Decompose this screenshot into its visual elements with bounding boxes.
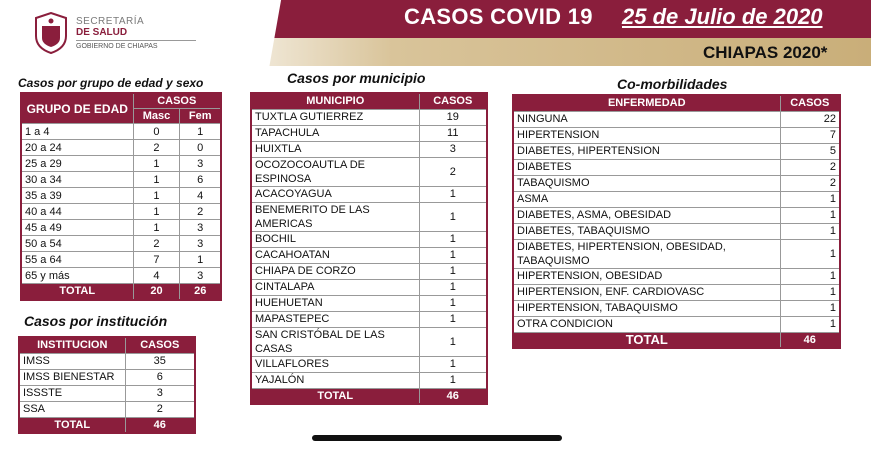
municipality-name-cell: CACAHOATAN <box>251 247 419 263</box>
col-header-cases: CASOS <box>419 93 487 109</box>
table-row <box>251 141 487 157</box>
masc-cases-cell: 7 <box>133 252 180 268</box>
cases-cell: 2 <box>125 401 195 417</box>
institution-total-row <box>19 417 195 433</box>
masc-cases-cell: 1 <box>133 172 180 188</box>
cases-cell: 3 <box>419 141 487 157</box>
table-row <box>21 124 221 140</box>
total-label: TOTAL <box>21 284 133 300</box>
table-row <box>251 372 487 388</box>
coat-of-arms-icon <box>34 12 68 54</box>
page-title: CASOS COVID 19 <box>404 4 593 29</box>
disease-name-cell: NINGUNA <box>513 111 780 127</box>
table-row <box>21 188 221 204</box>
table-row <box>19 385 195 401</box>
cases-cell: 3 <box>125 385 195 401</box>
institution-title: Casos por institución <box>24 313 168 329</box>
municipality-name-cell: VILLAFLORES <box>251 356 419 372</box>
fem-cases-cell: 2 <box>180 204 221 220</box>
cases-cell: 1 <box>419 279 487 295</box>
table-row <box>513 268 840 284</box>
table-row <box>251 109 487 125</box>
disease-name-cell: ASMA <box>513 191 780 207</box>
table-row <box>21 268 221 284</box>
total-label: TOTAL <box>251 388 419 404</box>
cases-cell: 1 <box>419 186 487 202</box>
disease-name-cell: DIABETES, TABAQUISMO <box>513 223 780 239</box>
table-row <box>513 127 840 143</box>
table-row <box>513 207 840 223</box>
cases-cell: 1 <box>419 231 487 247</box>
comorbidities-table <box>512 94 841 349</box>
comorbidities-title: Co-morbilidades <box>617 76 728 92</box>
table-row <box>251 327 487 356</box>
disease-name-cell: TABAQUISMO <box>513 175 780 191</box>
municipality-table <box>250 92 488 405</box>
disease-name-cell: DIABETES, HIPERTENSION, OBESIDAD, TABAQUISMO <box>513 239 780 268</box>
table-row <box>21 140 221 156</box>
disease-name-cell: DIABETES, HIPERTENSION <box>513 143 780 159</box>
cases-cell: 2 <box>780 159 840 175</box>
table-row <box>251 202 487 231</box>
table-row <box>513 239 840 268</box>
cases-cell: 1 <box>780 284 840 300</box>
col-header-municipality: MUNICIPIO <box>251 93 419 109</box>
col-header-cases: CASOS <box>133 93 221 109</box>
age-group-cell: 40 a 44 <box>21 204 133 220</box>
masc-cases-cell: 1 <box>133 156 180 172</box>
age-group-cell: 65 y más <box>21 268 133 284</box>
institution-name-cell: ISSSTE <box>19 385 125 401</box>
cases-cell: 2 <box>419 157 487 186</box>
municipality-name-cell: YAJALÓN <box>251 372 419 388</box>
cases-cell: 1 <box>419 202 487 231</box>
age-group-cell: 50 a 54 <box>21 236 133 252</box>
col-header-cases: CASOS <box>780 95 840 111</box>
cases-cell: 1 <box>419 356 487 372</box>
age-group-cell: 35 a 39 <box>21 188 133 204</box>
cases-cell: 1 <box>780 207 840 223</box>
table-row <box>19 353 195 369</box>
table-row <box>21 156 221 172</box>
col-header-masc: Masc <box>133 109 180 124</box>
col-header-fem: Fem <box>180 109 221 124</box>
table-row <box>19 401 195 417</box>
masc-cases-cell: 2 <box>133 140 180 156</box>
cases-cell: 1 <box>419 311 487 327</box>
municipality-name-cell: CINTALAPA <box>251 279 419 295</box>
table-row <box>251 311 487 327</box>
masc-cases-cell: 2 <box>133 236 180 252</box>
cases-cell: 1 <box>780 268 840 284</box>
table-row <box>513 175 840 191</box>
age-group-cell: 25 a 29 <box>21 156 133 172</box>
home-indicator-bar[interactable] <box>312 435 562 441</box>
municipality-name-cell: MAPASTEPEC <box>251 311 419 327</box>
cases-cell: 19 <box>419 109 487 125</box>
institution-table <box>18 336 196 434</box>
disease-name-cell: DIABETES, ASMA, OBESIDAD <box>513 207 780 223</box>
table-row <box>21 236 221 252</box>
table-row <box>251 157 487 186</box>
age-group-cell: 55 a 64 <box>21 252 133 268</box>
total-fem: 26 <box>180 284 221 300</box>
table-row <box>251 356 487 372</box>
logo-divider <box>76 40 196 41</box>
municipality-name-cell: BOCHIL <box>251 231 419 247</box>
comorbidities-total-row <box>513 332 840 348</box>
table-row <box>251 295 487 311</box>
cases-cell: 35 <box>125 353 195 369</box>
table-row <box>513 111 840 127</box>
table-row <box>513 223 840 239</box>
disease-name-cell: HIPERTENSION, TABAQUISMO <box>513 300 780 316</box>
cases-cell: 6 <box>125 369 195 385</box>
masc-cases-cell: 1 <box>133 204 180 220</box>
table-row <box>251 125 487 141</box>
disease-name-cell: OTRA CONDICION <box>513 316 780 332</box>
masc-cases-cell: 1 <box>133 188 180 204</box>
fem-cases-cell: 4 <box>180 188 221 204</box>
disease-name-cell: DIABETES <box>513 159 780 175</box>
cases-cell: 1 <box>780 316 840 332</box>
institution-name-cell: IMSS <box>19 353 125 369</box>
cases-cell: 1 <box>419 295 487 311</box>
table-row <box>513 159 840 175</box>
institution-name-cell: IMSS BIENESTAR <box>19 369 125 385</box>
age-group-cell: 1 a 4 <box>21 124 133 140</box>
disease-name-cell: HIPERTENSION, OBESIDAD <box>513 268 780 284</box>
col-header-age-group: GRUPO DE EDAD <box>21 93 133 124</box>
fem-cases-cell: 3 <box>180 268 221 284</box>
age-total-row <box>21 284 221 300</box>
age-sex-title: Casos por grupo de edad y sexo <box>18 76 204 90</box>
report-date: 25 de Julio de 2020 <box>622 4 823 29</box>
table-row <box>251 263 487 279</box>
municipality-name-cell: TUXTLA GUTIERREZ <box>251 109 419 125</box>
table-row <box>251 231 487 247</box>
age-group-cell: 20 a 24 <box>21 140 133 156</box>
disease-name-cell: HIPERTENSION, ENF. CARDIOVASC <box>513 284 780 300</box>
table-row <box>513 316 840 332</box>
cases-cell: 1 <box>419 327 487 356</box>
cases-cell: 7 <box>780 127 840 143</box>
total-masc: 20 <box>133 284 180 300</box>
fem-cases-cell: 3 <box>180 220 221 236</box>
institution-name-cell: SSA <box>19 401 125 417</box>
table-row <box>21 252 221 268</box>
municipality-name-cell: BENEMERITO DE LAS AMERICAS <box>251 202 419 231</box>
municipality-name-cell: OCOZOCOAUTLA DE ESPINOSA <box>251 157 419 186</box>
cases-cell: 1 <box>780 300 840 316</box>
table-row <box>251 247 487 263</box>
table-row <box>513 284 840 300</box>
table-row <box>21 172 221 188</box>
total-value: 46 <box>419 388 487 404</box>
region-label: CHIAPAS 2020* <box>703 43 828 62</box>
agency-government: GOBIERNO DE CHIAPAS <box>76 43 158 50</box>
municipality-name-cell: ACACOYAGUA <box>251 186 419 202</box>
cases-cell: 1 <box>419 263 487 279</box>
masc-cases-cell: 0 <box>133 124 180 140</box>
table-row <box>513 191 840 207</box>
cases-cell: 11 <box>419 125 487 141</box>
cases-cell: 1 <box>780 239 840 268</box>
cases-cell: 1 <box>419 247 487 263</box>
table-row <box>21 204 221 220</box>
table-row <box>513 300 840 316</box>
total-label: TOTAL <box>513 332 780 348</box>
table-row <box>251 186 487 202</box>
municipality-total-row <box>251 388 487 404</box>
total-label: TOTAL <box>19 417 125 433</box>
total-value: 46 <box>780 332 840 348</box>
municipality-name-cell: HUIXTLA <box>251 141 419 157</box>
masc-cases-cell: 4 <box>133 268 180 284</box>
municipality-name-cell: TAPACHULA <box>251 125 419 141</box>
municipality-title: Casos por municipio <box>287 70 426 86</box>
table-row <box>251 279 487 295</box>
age-group-cell: 30 a 34 <box>21 172 133 188</box>
total-value: 46 <box>125 417 195 433</box>
age-group-cell: 45 a 49 <box>21 220 133 236</box>
agency-logo-block <box>0 0 255 66</box>
agency-name-line2: DE SALUD <box>76 27 128 38</box>
cases-cell: 2 <box>780 175 840 191</box>
fem-cases-cell: 0 <box>180 140 221 156</box>
fem-cases-cell: 1 <box>180 252 221 268</box>
table-row <box>21 220 221 236</box>
fem-cases-cell: 3 <box>180 156 221 172</box>
fem-cases-cell: 1 <box>180 124 221 140</box>
col-header-institution: INSTITUCION <box>19 337 125 353</box>
municipality-name-cell: CHIAPA DE CORZO <box>251 263 419 279</box>
municipality-name-cell: SAN CRISTÓBAL DE LAS CASAS <box>251 327 419 356</box>
disease-name-cell: HIPERTENSION <box>513 127 780 143</box>
cases-cell: 22 <box>780 111 840 127</box>
municipality-name-cell: HUEHUETAN <box>251 295 419 311</box>
table-row <box>19 369 195 385</box>
cases-cell: 1 <box>419 372 487 388</box>
table-row <box>513 143 840 159</box>
cases-cell: 5 <box>780 143 840 159</box>
agency-name-line1: SECRETARÍA <box>76 16 145 27</box>
fem-cases-cell: 3 <box>180 236 221 252</box>
col-header-disease: ENFERMEDAD <box>513 95 780 111</box>
age-sex-table <box>20 92 222 301</box>
col-header-cases: CASOS <box>125 337 195 353</box>
fem-cases-cell: 6 <box>180 172 221 188</box>
cases-cell: 1 <box>780 191 840 207</box>
cases-cell: 1 <box>780 223 840 239</box>
masc-cases-cell: 1 <box>133 220 180 236</box>
